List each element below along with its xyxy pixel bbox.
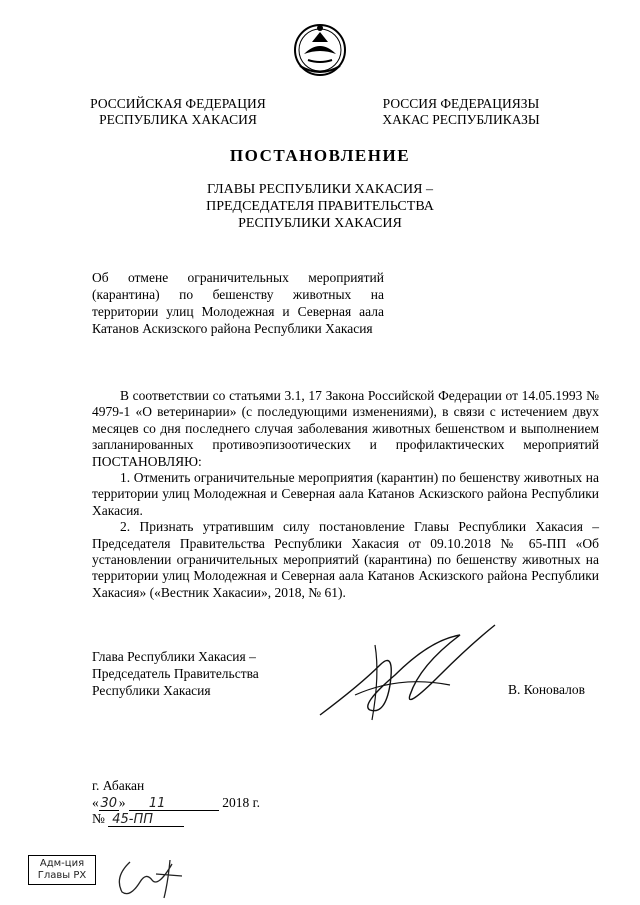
handwritten-signature [300, 615, 510, 735]
signer-line3: Республики Хакасия [92, 683, 211, 698]
document-number [92, 811, 184, 827]
body-paragraph: В соответствии со статьями 3.1, 17 Закона Российской Федерации от 14.05.1993 № 4979-1 «О ветеринарии» (с последующими изменениями), в связи с истечением двух месяцев со дня последнего случая заболевания животных бешенством и выполнением запланированных противоэпизоотических и профилактических мероприятий ПОСТАНОВЛЯЮ: [92, 388, 599, 469]
document-body [92, 388, 599, 601]
issue-date [92, 795, 260, 811]
date-close-quote: » [118, 795, 126, 810]
subtitle-line1: ГЛАВЫ РЕСПУБЛИКИ ХАКАСИЯ – [207, 182, 433, 197]
subtitle-line2: ПРЕДСЕДАТЕЛЯ ПРАВИТЕЛЬСТВА [206, 199, 434, 214]
signer-line2: Председатель Правительства [92, 666, 259, 681]
document-subject: Об отмене ограничительных мероприятий (карантина) по бешенству животных на территории улиц Молодежная и Северная аала Катанов Аскизского района Республики Хакасия [92, 270, 384, 336]
header-left [88, 96, 268, 128]
place-of-issue: г. Абакан [92, 778, 145, 793]
header-right-line1: РОССИЯ ФЕДЕРАЦИЯЗЫ [382, 96, 540, 111]
header-left-line2: РЕСПУБЛИКА ХАКАСИЯ [99, 112, 257, 127]
date-open-quote: « [92, 795, 99, 810]
date-year: 2018 г. [222, 795, 261, 810]
date-day: 30 [100, 796, 118, 811]
coat-of-arms-emblem [290, 20, 350, 78]
document-subtitle [0, 181, 640, 232]
number-value: 45-ПП [108, 813, 184, 827]
header-right-line2: ХАКАС РЕСПУБЛИКАЗЫ [382, 112, 540, 127]
header-right [376, 96, 546, 128]
handwritten-initials [112, 852, 192, 902]
signer-title [92, 648, 292, 699]
date-month: 11 [129, 797, 219, 811]
number-label: № [92, 811, 105, 826]
body-item-1: 1. Отменить ограничительные мероприятия (карантин) по бешенству животных на территории улиц Молодежная и Северная аала Катанов Аскизского района Республики Хакасия. [92, 470, 599, 518]
header-left-line1: РОССИЙСКАЯ ФЕДЕРАЦИЯ [90, 96, 266, 111]
stamp-line1: Адм-ция [39, 858, 85, 869]
subtitle-line3: РЕСПУБЛИКИ ХАКАСИЯ [238, 216, 402, 231]
stamp-line2: Главы РХ [37, 870, 87, 881]
registry-stamp [28, 855, 96, 885]
document-title: ПОСТАНОВЛЕНИЕ [229, 146, 411, 165]
body-item-2: 2. Признать утратившим силу постановление Главы Республики Хакасия – Председателя Правительства Республики Хакасия от 09.10.2018 № 65-ПП «Об установлении ограничительных мероприятий (карантина) по бешенству животных на территории улиц Молодежная и Северная аала Катанов Аскизского района Республики Хакасия» («Вестник Хакасии», 2018, № 61). [92, 519, 599, 600]
signer-name: В. Коновалов [508, 682, 585, 697]
signer-line1: Глава Республики Хакасия – [92, 649, 256, 664]
